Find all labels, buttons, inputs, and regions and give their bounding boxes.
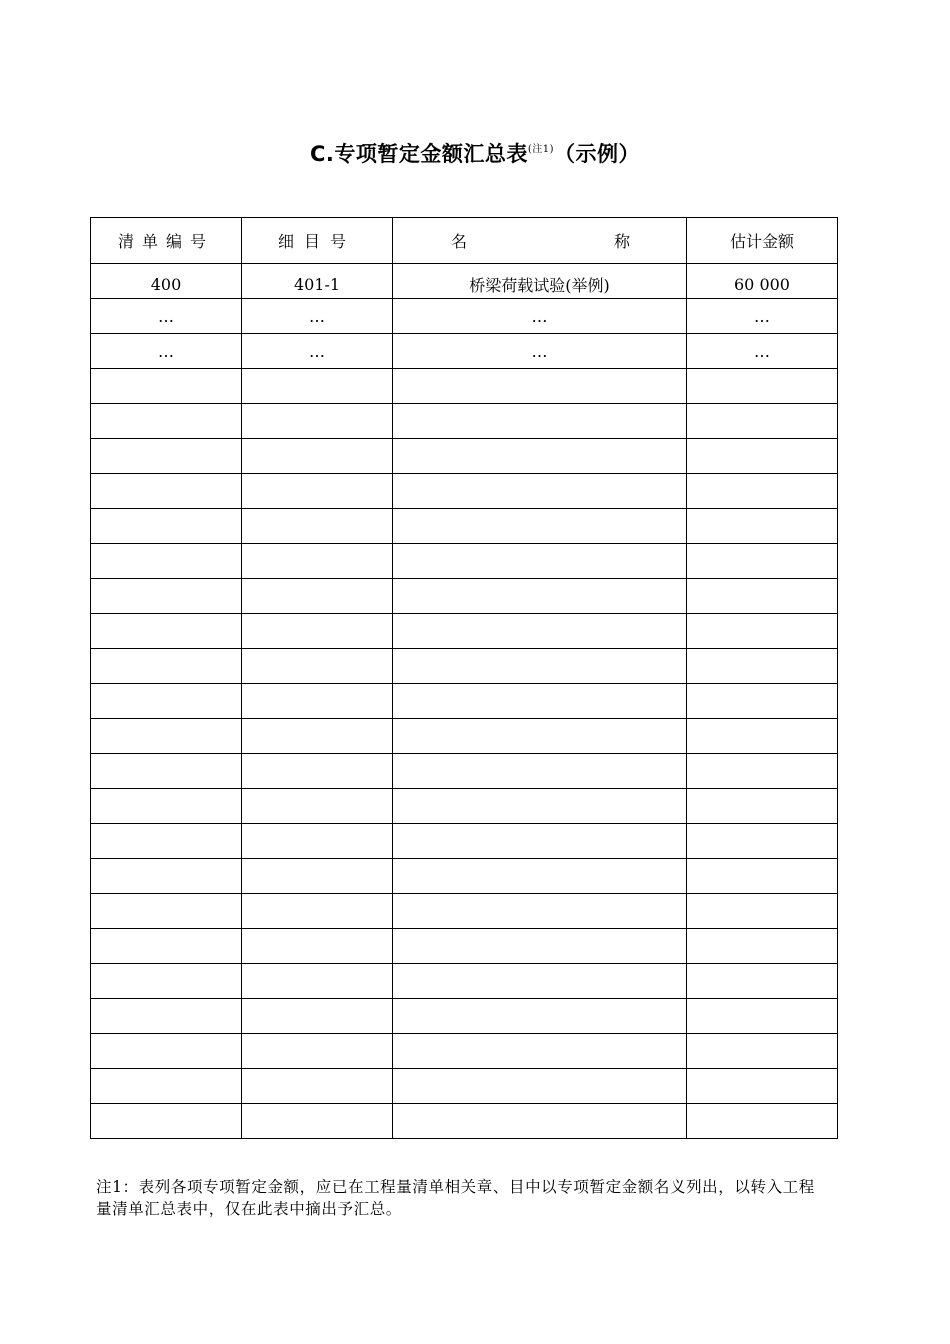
cell-item bbox=[242, 1104, 393, 1139]
cell-name bbox=[393, 474, 687, 509]
table-row-empty bbox=[91, 614, 838, 649]
header-name bbox=[393, 218, 687, 264]
table-header-row bbox=[91, 218, 838, 264]
cell-name: 桥梁荷载试验(举例) bbox=[393, 264, 687, 299]
cell-name bbox=[393, 719, 687, 754]
cell-item: 401-1 bbox=[242, 264, 393, 299]
table-row-empty bbox=[91, 544, 838, 579]
cell-amount bbox=[687, 509, 838, 544]
cell-code bbox=[91, 894, 242, 929]
header-code bbox=[91, 218, 242, 264]
cell-amount bbox=[687, 964, 838, 999]
table-row-empty bbox=[91, 579, 838, 614]
cell-code bbox=[91, 579, 242, 614]
cell-item bbox=[242, 789, 393, 824]
table-row bbox=[91, 299, 838, 334]
cell-amount bbox=[687, 474, 838, 509]
cell-name bbox=[393, 754, 687, 789]
cell-name bbox=[393, 859, 687, 894]
cell-item bbox=[242, 474, 393, 509]
cell-name bbox=[393, 614, 687, 649]
cell-amount bbox=[687, 1104, 838, 1139]
cell-item bbox=[242, 439, 393, 474]
cell-code bbox=[91, 509, 242, 544]
cell-item bbox=[242, 369, 393, 404]
cell-code bbox=[91, 964, 242, 999]
cell-name bbox=[393, 1104, 687, 1139]
cell-amount bbox=[687, 859, 838, 894]
cell-amount bbox=[687, 614, 838, 649]
cell-code: … bbox=[91, 299, 242, 334]
table-row-empty bbox=[91, 894, 838, 929]
cell-item bbox=[242, 579, 393, 614]
cell-item bbox=[242, 929, 393, 964]
cell-item bbox=[242, 684, 393, 719]
table-row-empty bbox=[91, 789, 838, 824]
title-main: C.专项暂定金额汇总表 bbox=[309, 142, 528, 166]
table-row-empty bbox=[91, 859, 838, 894]
cell-code bbox=[91, 1104, 242, 1139]
cell-item bbox=[242, 614, 393, 649]
cell-name bbox=[393, 929, 687, 964]
cell-amount bbox=[687, 1034, 838, 1069]
cell-code bbox=[91, 999, 242, 1034]
cell-amount: 60 000 bbox=[687, 264, 838, 299]
cell-item bbox=[242, 754, 393, 789]
table-row-empty bbox=[91, 999, 838, 1034]
cell-code bbox=[91, 754, 242, 789]
table-row-empty bbox=[91, 369, 838, 404]
cell-amount bbox=[687, 404, 838, 439]
cell-name bbox=[393, 1034, 687, 1069]
table-row-empty bbox=[91, 684, 838, 719]
cell-code bbox=[91, 684, 242, 719]
cell-amount bbox=[687, 579, 838, 614]
header-item-label: 细目号 bbox=[277, 232, 356, 251]
cell-amount bbox=[687, 789, 838, 824]
table-row-empty bbox=[91, 964, 838, 999]
cell-code bbox=[91, 859, 242, 894]
table-row-empty bbox=[91, 509, 838, 544]
cell-name bbox=[393, 509, 687, 544]
cell-item bbox=[242, 859, 393, 894]
title-note-ref: (注1) bbox=[527, 144, 555, 155]
footnote: 注1：表列各项专项暂定金额，应已在工程量清单相关章、目中以专项暂定金额名义列出，以转入工程量清单汇总表中，仅在此表中摘出予汇总。 bbox=[96, 1178, 815, 1218]
cell-code bbox=[91, 474, 242, 509]
cell-code bbox=[91, 649, 242, 684]
table-row-empty bbox=[91, 404, 838, 439]
cell-code bbox=[91, 1069, 242, 1104]
cell-amount bbox=[687, 1069, 838, 1104]
header-amount bbox=[687, 218, 838, 264]
cell-item bbox=[242, 824, 393, 859]
cell-item: … bbox=[242, 299, 393, 334]
table-row-empty bbox=[91, 649, 838, 684]
cell-name bbox=[393, 789, 687, 824]
cell-item bbox=[242, 1034, 393, 1069]
cell-name bbox=[393, 999, 687, 1034]
cell-amount bbox=[687, 999, 838, 1034]
table-row-empty bbox=[91, 929, 838, 964]
table-row-empty bbox=[91, 1104, 838, 1139]
cell-item bbox=[242, 649, 393, 684]
cell-name bbox=[393, 684, 687, 719]
cell-amount bbox=[687, 544, 838, 579]
table-row-empty bbox=[91, 824, 838, 859]
cell-item bbox=[242, 894, 393, 929]
header-name-right: 称 bbox=[613, 232, 630, 251]
cell-amount bbox=[687, 754, 838, 789]
header-item bbox=[242, 218, 393, 264]
table-row bbox=[91, 264, 838, 299]
cell-item: … bbox=[242, 334, 393, 369]
cell-item bbox=[242, 1069, 393, 1104]
cell-code bbox=[91, 789, 242, 824]
table-row-empty bbox=[91, 1069, 838, 1104]
cell-name bbox=[393, 824, 687, 859]
header-name-left: 名 bbox=[451, 232, 468, 251]
cell-name bbox=[393, 649, 687, 684]
cell-amount bbox=[687, 894, 838, 929]
cell-item bbox=[242, 999, 393, 1034]
cell-name bbox=[393, 369, 687, 404]
header-code-label: 清单编号 bbox=[117, 232, 214, 251]
title-suffix: （示例） bbox=[554, 142, 641, 166]
summary-table bbox=[90, 217, 838, 1139]
cell-name: … bbox=[393, 334, 687, 369]
cell-name bbox=[393, 439, 687, 474]
cell-amount: … bbox=[687, 299, 838, 334]
cell-name bbox=[393, 964, 687, 999]
cell-code bbox=[91, 1034, 242, 1069]
cell-code bbox=[91, 369, 242, 404]
table-row bbox=[91, 334, 838, 369]
table-row-empty bbox=[91, 1034, 838, 1069]
cell-item bbox=[242, 404, 393, 439]
header-amount-label: 估计金额 bbox=[729, 232, 794, 251]
cell-amount bbox=[687, 439, 838, 474]
cell-item bbox=[242, 509, 393, 544]
cell-item bbox=[242, 719, 393, 754]
cell-code bbox=[91, 929, 242, 964]
cell-code: 400 bbox=[91, 264, 242, 299]
cell-name bbox=[393, 1069, 687, 1104]
cell-code bbox=[91, 614, 242, 649]
table-row-empty bbox=[91, 719, 838, 754]
cell-amount bbox=[687, 369, 838, 404]
cell-name bbox=[393, 579, 687, 614]
cell-code bbox=[91, 404, 242, 439]
table-row-empty bbox=[91, 754, 838, 789]
table-row-empty bbox=[91, 439, 838, 474]
cell-name bbox=[393, 404, 687, 439]
cell-code bbox=[91, 439, 242, 474]
cell-amount bbox=[687, 684, 838, 719]
page-title bbox=[0, 138, 950, 168]
cell-amount bbox=[687, 824, 838, 859]
cell-amount bbox=[687, 929, 838, 964]
cell-name: … bbox=[393, 299, 687, 334]
cell-amount bbox=[687, 719, 838, 754]
cell-code bbox=[91, 544, 242, 579]
cell-amount: … bbox=[687, 334, 838, 369]
cell-name bbox=[393, 894, 687, 929]
cell-code bbox=[91, 719, 242, 754]
cell-code: … bbox=[91, 334, 242, 369]
cell-name bbox=[393, 544, 687, 579]
cell-item bbox=[242, 544, 393, 579]
table-row-empty bbox=[91, 474, 838, 509]
cell-amount bbox=[687, 649, 838, 684]
cell-item bbox=[242, 964, 393, 999]
cell-code bbox=[91, 824, 242, 859]
